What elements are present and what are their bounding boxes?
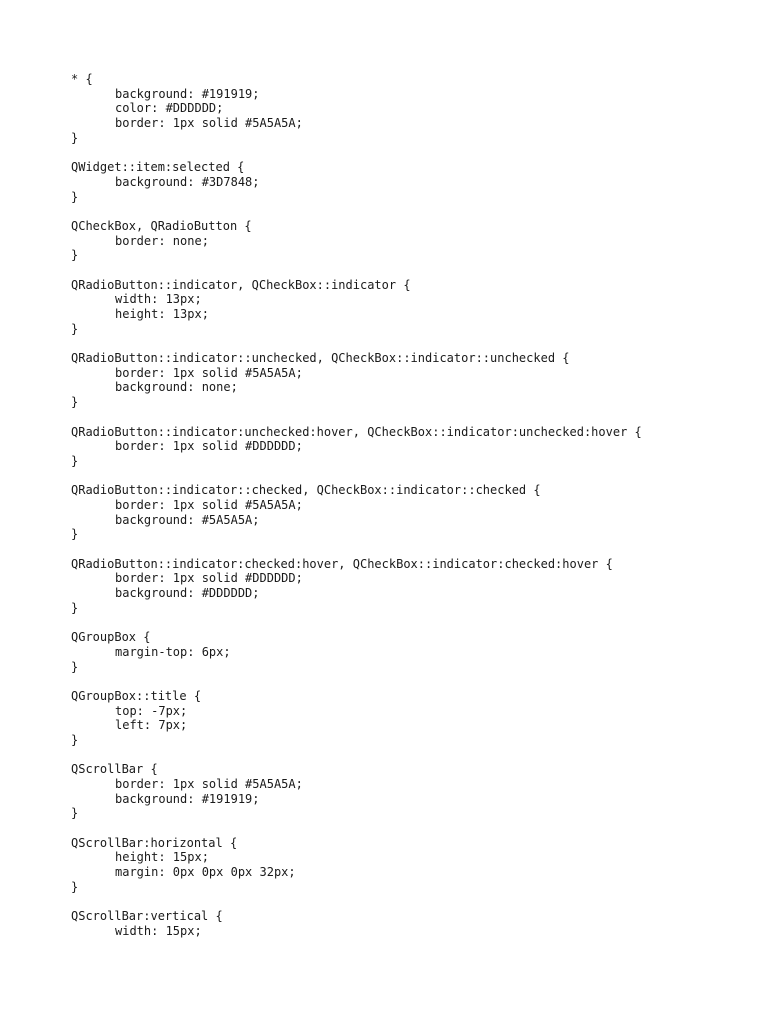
code-line: border: 1px solid #5A5A5A; (115, 116, 303, 131)
blank-line (71, 410, 642, 425)
code-line: border: 1px solid #5A5A5A; (115, 497, 303, 512)
blank-line (71, 263, 642, 278)
code-line: QRadioButton::indicator, QCheckBox::indicator { (71, 277, 411, 292)
code-line: * { (71, 72, 93, 86)
code-line: width: 15px; (115, 923, 202, 938)
code-line: border: none; (115, 233, 209, 248)
blank-line (71, 748, 642, 763)
code-line: QGroupBox::title { (71, 688, 202, 703)
code-line: background: #3D7848; (115, 174, 260, 189)
code-line: height: 13px; (115, 307, 209, 321)
code-line: } (71, 248, 79, 263)
code-line: QRadioButton::indicator::checked, QCheckBox::indicator::checked { (71, 483, 541, 498)
blank-line (71, 204, 642, 219)
code-line: } (71, 130, 79, 145)
code-line: background: #191919; (115, 86, 260, 101)
code-line: } (71, 189, 79, 204)
code-line: QScrollBar:horizontal { (71, 835, 238, 850)
code-line: margin: 0px 0px 0px 32px; (115, 865, 296, 880)
code-line: top: -7px; (115, 703, 188, 718)
blank-line (71, 469, 642, 484)
code-line: } (71, 600, 79, 615)
code-line: background: #191919; (115, 791, 260, 806)
code-line: } (71, 732, 79, 747)
code-line: height: 15px; (115, 850, 209, 865)
blank-line (71, 542, 642, 557)
code-line: QScrollBar { (71, 762, 158, 777)
code-line: QRadioButton::indicator::unchecked, QCheckBox::indicator::unchecked { (71, 351, 570, 366)
code-line: QWidget::item:selected { (71, 160, 245, 175)
code-line: QCheckBox, QRadioButton { (71, 218, 252, 233)
code-line: background: #5A5A5A; (115, 512, 260, 527)
blank-line (71, 895, 642, 910)
code-line: border: 1px solid #5A5A5A; (115, 777, 303, 791)
blank-line (71, 821, 642, 836)
code-line: } (71, 659, 79, 674)
code-line: } (71, 321, 79, 336)
code-line: background: #DDDDDD; (115, 586, 260, 601)
code-line: } (71, 527, 79, 542)
code-listing (71, 72, 642, 939)
code-line: border: 1px solid #DDDDDD; (115, 571, 303, 586)
code-line: } (71, 806, 79, 821)
code-line: } (71, 453, 79, 468)
code-line: margin-top: 6px; (115, 644, 231, 659)
code-line: QRadioButton::indicator:checked:hover, QCheckBox::indicator:checked:hover { (71, 556, 613, 571)
code-line: } (71, 395, 79, 410)
code-line: color: #DDDDDD; (115, 101, 224, 116)
code-line: border: 1px solid #DDDDDD; (115, 439, 303, 454)
code-line: background: none; (115, 380, 238, 395)
code-line: left: 7px; (115, 718, 188, 733)
blank-line (71, 336, 642, 351)
code-line: } (71, 879, 79, 894)
blank-line (71, 615, 642, 630)
blank-line (71, 674, 642, 689)
code-line: width: 13px; (115, 292, 202, 307)
code-line: QGroupBox { (71, 630, 151, 645)
code-line: QRadioButton::indicator:unchecked:hover, QCheckBox::indicator:unchecked:hover { (71, 424, 642, 439)
blank-line (71, 145, 642, 160)
code-line: QScrollBar:vertical { (71, 909, 223, 924)
code-line: border: 1px solid #5A5A5A; (115, 365, 303, 380)
